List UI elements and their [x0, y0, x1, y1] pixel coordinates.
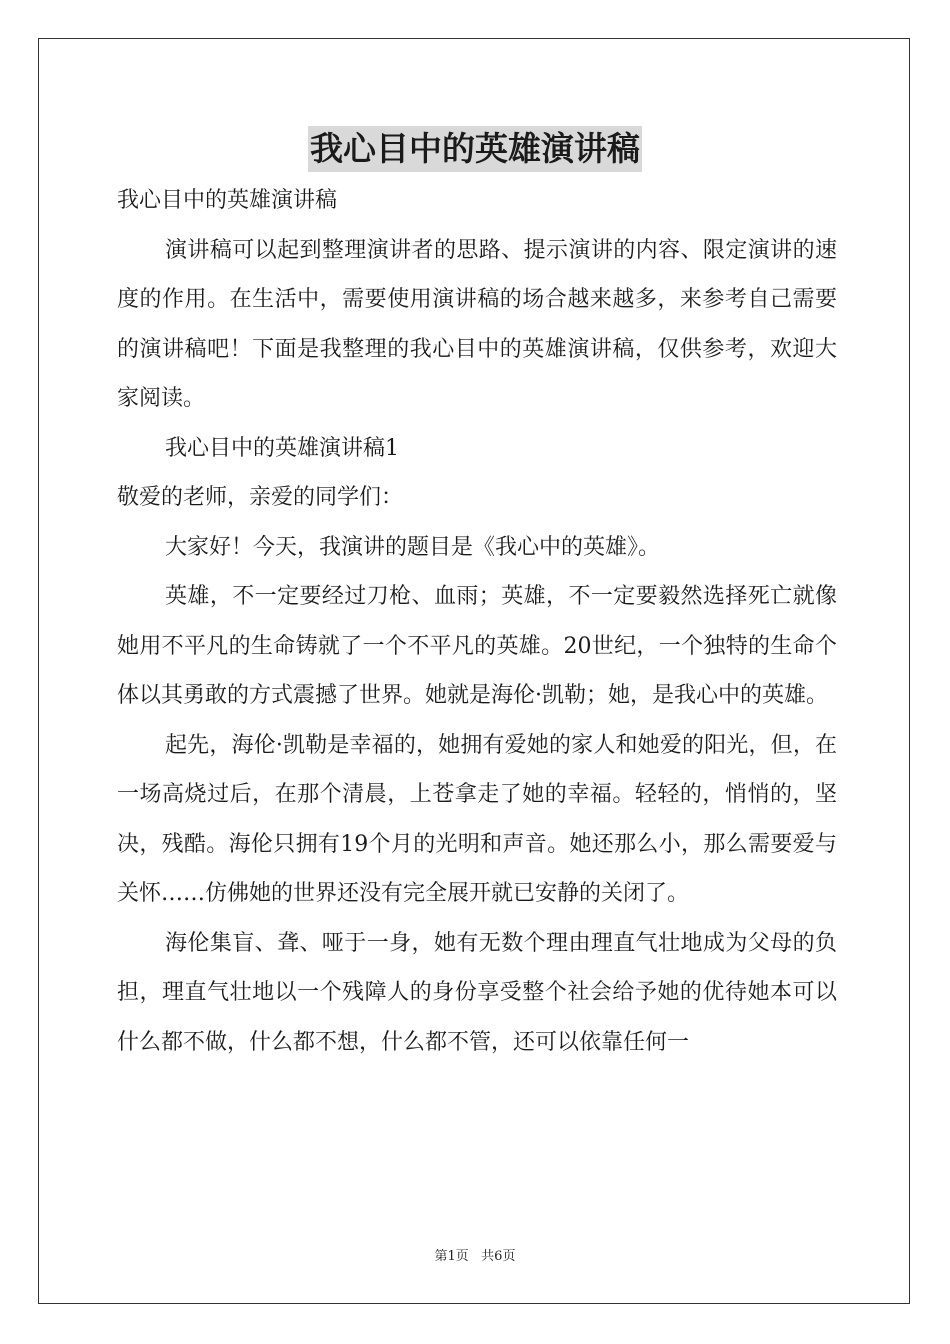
- paragraph: 演讲稿可以起到整理演讲者的思路、提示演讲的内容、限定演讲的速度的作用。在生活中，需要使用演讲稿的场合越来越多，来参考自己需要的演讲稿吧！下面是我整理的我心目中的英雄演讲稿，仅供参考，欢迎大家阅读。: [117, 237, 837, 411]
- paragraph: 大家好！今天，我演讲的题目是《我心中的英雄》。: [165, 534, 661, 560]
- paragraph: 起先，海伦·凯勒是幸福的，她拥有爱她的家人和她爱的阳光，但，在一场高烧过后，在那个清晨，上苍拿走了她的幸福。轻轻的，悄悄的，坚决，残酷。海伦只拥有19个月的光明和声音。她还那么小，那么需要爱与关怀……仿佛她的世界还没有完全展开就已安静的关闭了。: [117, 732, 837, 906]
- paragraph: 我心目中的英雄演讲稿: [117, 188, 338, 213]
- paragraph: 英雄，不一定要经过刀枪、血雨；英雄，不一定要毅然选择死亡就像她用不平凡的生命铸就了一个不平凡的英雄。20世纪，一个独特的生命个体以其勇敢的方式震撼了世界。她就是海伦·凯勒；她，是我心中的英雄。: [117, 584, 837, 708]
- title-container: [0, 126, 950, 172]
- page-number: 第1页 共6页: [434, 1249, 516, 1264]
- document-title: 我心目中的英雄演讲稿: [308, 126, 642, 172]
- paragraph: 海伦集盲、聋、哑于一身，她有无数个理由理直气壮地成为父母的负担，理直气壮地以一个残障人的身份享受整个社会给予她的优待她本可以什么都不做，什么都不想，什么都不管，还可以依靠任何一: [117, 930, 837, 1055]
- document-body: [117, 176, 837, 1067]
- salutation: 敬爱的老师，亲爱的同学们：: [117, 485, 404, 510]
- page-footer: [0, 1245, 950, 1264]
- section-heading: 我心目中的英雄演讲稿1: [165, 435, 399, 461]
